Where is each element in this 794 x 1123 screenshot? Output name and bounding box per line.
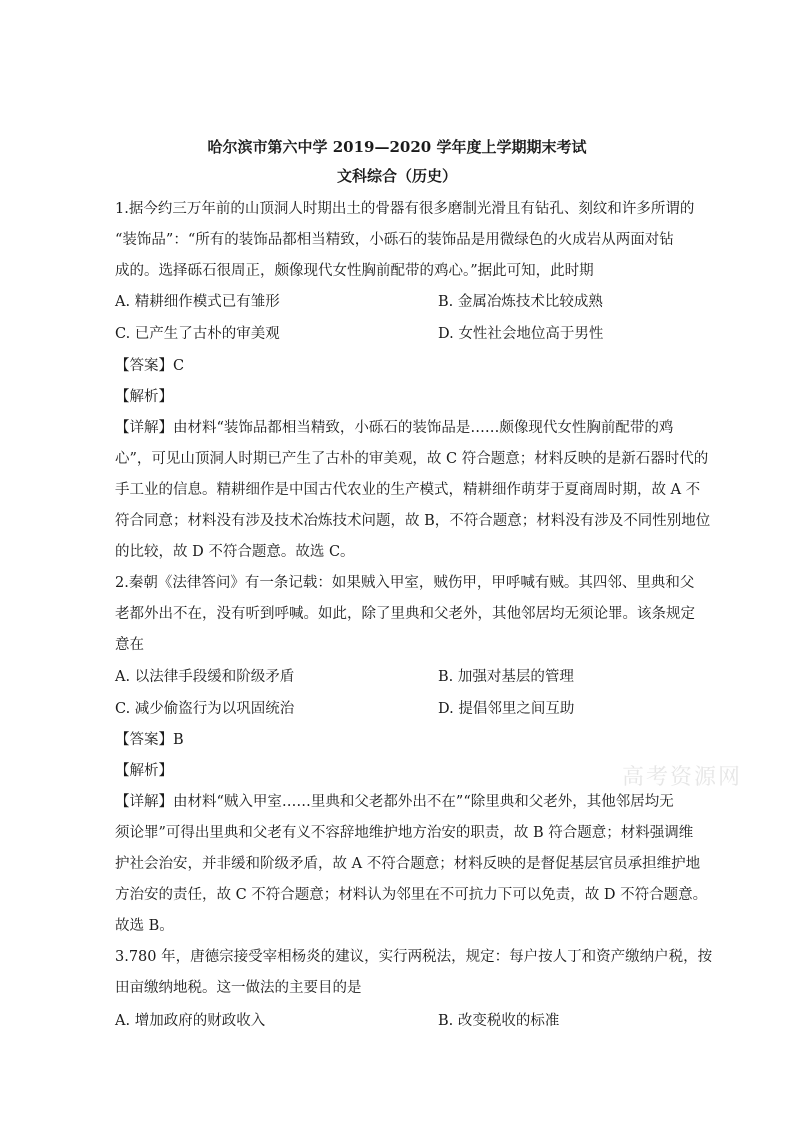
analysis-label: 【解析】 xyxy=(115,763,173,779)
analysis-label: 【解析】 xyxy=(115,389,173,405)
detail-line: 须论罪”可得出里典和父老有义不容辞地维护地方治安的职责，故 B 符合题意；材料强调维 xyxy=(115,825,694,841)
detail-line: 【详解】由材料“装饰品都相当精致，小砾石的装饰品是……颇像现代女性胸前配带的鸡 xyxy=(115,420,674,436)
option-c: C. 减少偷盗行为以巩固统治 xyxy=(115,701,295,717)
option-b: B. 改变税收的标准 xyxy=(438,1013,560,1029)
option-d: D. 女性社会地位高于男性 xyxy=(438,326,604,342)
detail-line: 符合同意；材料没有涉及技术冶炼技术问题，故 B，不符合题意；材料没有涉及不同性别地位 xyxy=(115,513,711,529)
option-a: A. 精耕细作模式已有雏形 xyxy=(115,294,280,310)
option-b: B. 加强对基层的管理 xyxy=(438,669,574,685)
question-stem-line: 1.据今约三万年前的山顶洞人时期出土的骨器有很多磨制光滑且有钻孔、刻纹和许多所谓的 xyxy=(115,201,695,217)
question-stem-line: 成的。选择砾石很周正，颇像现代女性胸前配带的鸡心。”据此可知，此时期 xyxy=(115,263,594,279)
question-stem-line: 老都外出不在，没有听到呼喊。如此，除了里典和父老外，其他邻居均无须论罪。该条规定 xyxy=(115,606,695,622)
option-b: B. 金属冶炼技术比较成熟 xyxy=(438,294,603,310)
exam-subtitle: 文科综合（历史） xyxy=(336,167,457,185)
question-stem-line: 田亩缴纳地税。这一做法的主要目的是 xyxy=(115,980,362,996)
answer-label: 【答案】C xyxy=(115,358,185,374)
detail-line: 的比较，故 D 不符合题意。故选 C。 xyxy=(115,544,355,560)
detail-line: 心”，可见山顶洞人时期已产生了古朴的审美观，故 C 符合题意；材料反映的是新石器时代的 xyxy=(115,451,709,467)
option-a: A. 增加政府的财政收入 xyxy=(115,1013,266,1029)
option-c: C. 已产生了古朴的审美观 xyxy=(115,326,280,342)
detail-line: 【详解】由材料“贼入甲室……里典和父老都外出不在”“除里典和父老外，其他邻居均无 xyxy=(115,794,674,810)
watermark: 高考资源网 xyxy=(622,765,743,790)
detail-line: 手工业的信息。精耕细作是中国古代农业的生产模式，精耕细作萌芽于夏商周时期，故 A 不 xyxy=(115,482,701,498)
detail-line: 护社会治安，并非缓和阶级矛盾，故 A 不符合题意；材料反映的是督促基层官员承担维护地 xyxy=(115,856,701,872)
option-d: D. 提倡邻里之间互助 xyxy=(438,701,575,717)
question-stem-line: 意在 xyxy=(115,637,144,653)
question-stem-line: “装饰品”：“所有的装饰品都相当精致，小砾石的装饰品是用微绿色的火成岩从两面对钻 xyxy=(115,232,674,248)
option-a: A. 以法律手段缓和阶级矛盾 xyxy=(115,669,295,685)
exam-title: 哈尔滨市第六中学 2019—2020 学年度上学期期末考试 xyxy=(207,138,587,156)
question-stem-line: 3.780 年，唐德宗接受宰相杨炎的建议，实行两税法，规定：每户按人丁和资产缴纳户税，按 xyxy=(115,949,713,965)
question-stem-line: 2.秦朝《法律答问》有一条记载：如果贼入甲室，贼伤甲，甲呼喊有贼。其四邻、里典和父 xyxy=(115,575,695,591)
detail-line: 故选 B。 xyxy=(115,918,174,934)
answer-label: 【答案】B xyxy=(115,732,184,748)
detail-line: 方治安的责任，故 C 不符合题意；材料认为邻里在不可抗力下可以免责，故 D 不符合题意。 xyxy=(115,887,708,903)
